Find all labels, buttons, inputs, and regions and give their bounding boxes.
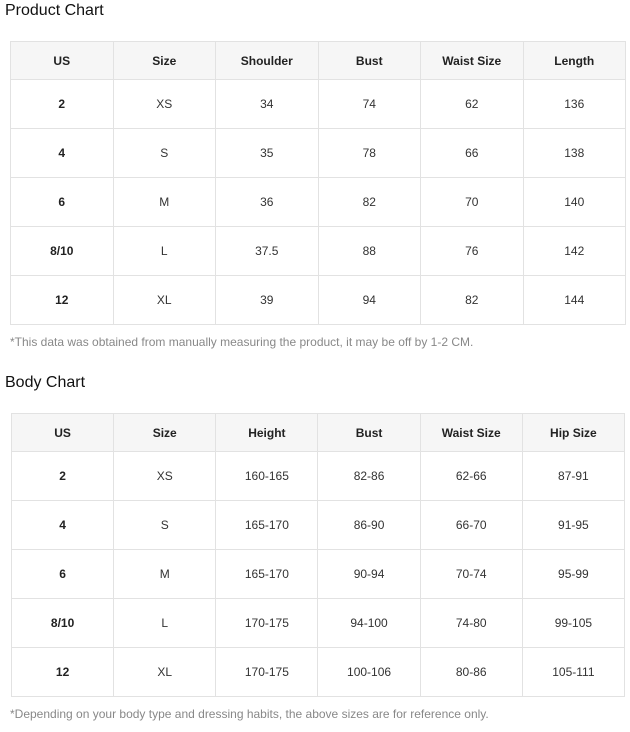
table-cell: XL [113, 276, 216, 325]
table-cell: 136 [523, 80, 626, 129]
table-header-row [12, 414, 625, 452]
table-cell: XS [114, 452, 216, 501]
table-cell: 82 [421, 276, 524, 325]
table-row [12, 599, 625, 648]
table-cell: 160-165 [216, 452, 318, 501]
table-row [11, 129, 626, 178]
table-cell: 90-94 [318, 550, 420, 599]
table-cell: M [114, 550, 216, 599]
table-row [12, 648, 625, 697]
table-cell: XS [113, 80, 216, 129]
table-cell: 62 [421, 80, 524, 129]
table-row [12, 452, 625, 501]
table-row [11, 80, 626, 129]
table-cell: 78 [318, 129, 421, 178]
table-cell: 36 [216, 178, 319, 227]
table-cell: 8/10 [12, 599, 114, 648]
table-cell: 87-91 [522, 452, 624, 501]
table-cell: 76 [421, 227, 524, 276]
table-cell: 4 [11, 129, 114, 178]
table-cell: S [114, 501, 216, 550]
table-cell: 37.5 [216, 227, 319, 276]
table-cell: XL [114, 648, 216, 697]
table-cell: 105-111 [522, 648, 624, 697]
table-cell: 74 [318, 80, 421, 129]
table-cell: 86-90 [318, 501, 420, 550]
table-cell: 165-170 [216, 501, 318, 550]
table-cell: 34 [216, 80, 319, 129]
table-header-row [11, 42, 626, 80]
table-cell: 95-99 [522, 550, 624, 599]
table-row [12, 550, 625, 599]
column-header: Size [113, 42, 216, 80]
product-chart-table [10, 41, 626, 325]
column-header: US [11, 42, 114, 80]
table-cell: 74-80 [420, 599, 522, 648]
table-cell: 39 [216, 276, 319, 325]
table-cell: 2 [12, 452, 114, 501]
table-cell: 170-175 [216, 599, 318, 648]
body-chart-note: *Depending on your body type and dressing habits, the above sizes are for reference only. [10, 707, 489, 721]
table-row [11, 276, 626, 325]
table-cell: 82 [318, 178, 421, 227]
column-header: Length [523, 42, 626, 80]
table-cell: 35 [216, 129, 319, 178]
table-cell: 100-106 [318, 648, 420, 697]
body-chart-table [11, 413, 625, 697]
table-cell: 94 [318, 276, 421, 325]
table-cell: 80-86 [420, 648, 522, 697]
column-header: Height [216, 414, 318, 452]
table-cell: 66-70 [420, 501, 522, 550]
table-cell: 12 [12, 648, 114, 697]
table-cell: 88 [318, 227, 421, 276]
table-cell: 6 [11, 178, 114, 227]
table-cell: 94-100 [318, 599, 420, 648]
product-chart-title: Product Chart [5, 2, 104, 19]
table-cell: 165-170 [216, 550, 318, 599]
table-cell: 82-86 [318, 452, 420, 501]
table-cell: L [114, 599, 216, 648]
table-cell: 66 [421, 129, 524, 178]
column-header: Bust [318, 414, 420, 452]
table-cell: 2 [11, 80, 114, 129]
table-row [11, 227, 626, 276]
table-cell: M [113, 178, 216, 227]
table-cell: 99-105 [522, 599, 624, 648]
table-cell: 12 [11, 276, 114, 325]
table-cell: 6 [12, 550, 114, 599]
table-cell: 70 [421, 178, 524, 227]
table-cell: 62-66 [420, 452, 522, 501]
column-header: Waist Size [421, 42, 524, 80]
table-cell: 70-74 [420, 550, 522, 599]
table-cell: 91-95 [522, 501, 624, 550]
table-cell: 144 [523, 276, 626, 325]
column-header: Waist Size [420, 414, 522, 452]
column-header: Bust [318, 42, 421, 80]
table-cell: S [113, 129, 216, 178]
body-chart-title: Body Chart [5, 374, 86, 391]
column-header: US [12, 414, 114, 452]
table-cell: 170-175 [216, 648, 318, 697]
table-cell: 138 [523, 129, 626, 178]
column-header: Size [114, 414, 216, 452]
product-chart-note: *This data was obtained from manually measuring the product, it may be off by 1-2 CM. [10, 335, 474, 349]
column-header: Shoulder [216, 42, 319, 80]
table-cell: 140 [523, 178, 626, 227]
table-cell: 142 [523, 227, 626, 276]
table-row [12, 501, 625, 550]
table-cell: 4 [12, 501, 114, 550]
table-row [11, 178, 626, 227]
table-cell: L [113, 227, 216, 276]
column-header: Hip Size [522, 414, 624, 452]
table-cell: 8/10 [11, 227, 114, 276]
